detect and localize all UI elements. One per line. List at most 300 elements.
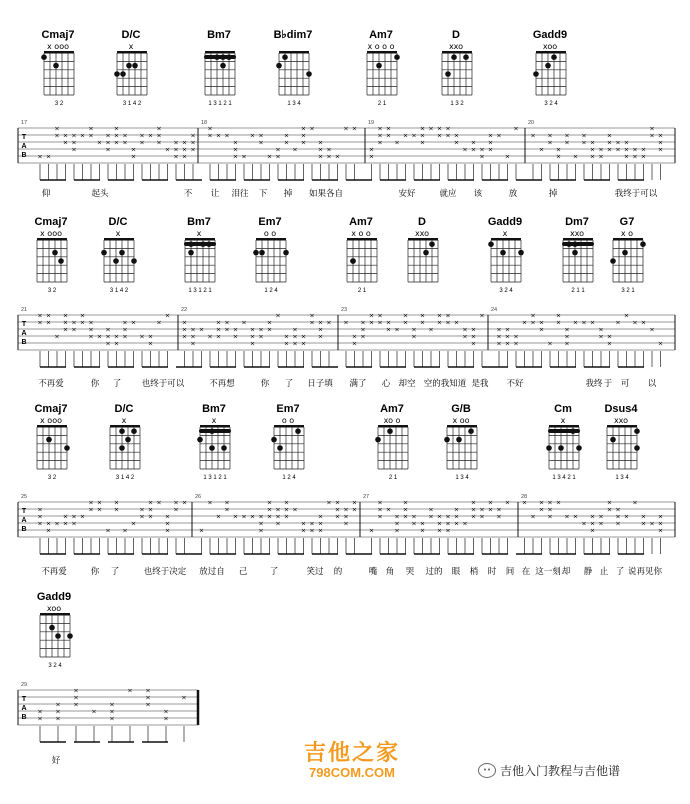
chord-diagram bbox=[408, 216, 438, 282]
tab-note: × bbox=[147, 512, 154, 521]
tab-note: × bbox=[334, 512, 341, 521]
tab-note: × bbox=[37, 152, 43, 161]
tab-note: × bbox=[615, 519, 621, 528]
tab-note: × bbox=[283, 131, 290, 140]
tab-note: × bbox=[615, 138, 621, 147]
tab-staff bbox=[18, 307, 675, 367]
finger-numbers: 3 2 bbox=[47, 288, 57, 294]
lyric-syllable: 也终于决定 bbox=[143, 567, 187, 577]
tab-note: × bbox=[615, 145, 621, 154]
tab-note: × bbox=[555, 145, 562, 154]
lyric-syllable: 却 bbox=[561, 567, 571, 577]
lyric-syllable: 说再见你 bbox=[627, 567, 663, 577]
tab-note: × bbox=[249, 325, 256, 334]
account-badge bbox=[478, 762, 620, 779]
tab-note: × bbox=[445, 131, 451, 140]
finger-dot bbox=[445, 71, 451, 77]
tab-note: × bbox=[470, 325, 477, 334]
lyric-syllable: 了 bbox=[284, 379, 294, 389]
tab-note: × bbox=[37, 707, 43, 716]
tab-note: × bbox=[351, 332, 358, 341]
tab-note: × bbox=[496, 131, 502, 140]
tab-note: × bbox=[598, 325, 604, 334]
finger-dot bbox=[119, 428, 125, 434]
barre bbox=[199, 429, 231, 433]
tab-note: × bbox=[657, 339, 664, 348]
system-4 bbox=[18, 591, 198, 766]
tab-note: × bbox=[572, 152, 579, 161]
tab-note: × bbox=[147, 505, 154, 514]
tab-note: × bbox=[606, 138, 613, 147]
tab-note: × bbox=[71, 138, 77, 147]
finger-numbers: 3 2 4 bbox=[48, 663, 62, 669]
tab-note: × bbox=[122, 318, 128, 327]
tab-note: × bbox=[640, 152, 647, 161]
tab-note: × bbox=[394, 526, 400, 535]
chord-diagram bbox=[367, 29, 400, 107]
chord-name: Em7 bbox=[258, 216, 282, 228]
system-2 bbox=[18, 216, 675, 389]
tab-note: × bbox=[589, 138, 596, 147]
tab-note: × bbox=[504, 332, 511, 341]
tab-note: × bbox=[266, 152, 273, 161]
tab-note: × bbox=[181, 498, 188, 507]
tab-note: × bbox=[555, 498, 562, 507]
tab-note: × bbox=[105, 145, 111, 154]
tab-note: × bbox=[436, 526, 443, 535]
tab-note: × bbox=[88, 131, 94, 140]
tab-note: × bbox=[657, 519, 664, 528]
tab-note: × bbox=[598, 332, 604, 341]
tab-note: × bbox=[572, 318, 579, 327]
tab-note: × bbox=[504, 339, 511, 348]
open-mute-marks: xoo bbox=[542, 42, 558, 51]
tab-note: × bbox=[394, 138, 400, 147]
chord-name: Am7 bbox=[369, 29, 393, 41]
nut bbox=[442, 51, 472, 54]
tab-note: × bbox=[445, 124, 451, 133]
tab-note: × bbox=[547, 339, 553, 348]
finger-dot bbox=[220, 63, 226, 69]
tab-note: × bbox=[606, 498, 613, 507]
chord-name: Bm7 bbox=[202, 403, 226, 415]
chord-diagram bbox=[34, 216, 67, 294]
finger-dot bbox=[276, 63, 282, 69]
tab-note: × bbox=[309, 124, 315, 133]
tab-note: × bbox=[436, 311, 443, 320]
tab-note: × bbox=[55, 700, 61, 709]
chord-name: D bbox=[418, 216, 426, 228]
lyric-syllable: 可 bbox=[620, 379, 630, 389]
tab-note: × bbox=[598, 519, 604, 528]
tab-note: × bbox=[385, 124, 392, 133]
finger-dot bbox=[576, 445, 582, 451]
chord-diagram bbox=[271, 403, 304, 481]
tab-note: × bbox=[326, 145, 332, 154]
finger-numbers: 1 3 1 2 1 bbox=[188, 288, 212, 294]
tab-note: × bbox=[198, 526, 205, 535]
tab-note: × bbox=[54, 124, 60, 133]
tab-note: × bbox=[402, 131, 409, 140]
bar-number: 28 bbox=[521, 494, 528, 500]
tab-note: × bbox=[487, 498, 494, 507]
lyric-syllable: 满了 bbox=[349, 379, 367, 389]
nut bbox=[44, 51, 74, 54]
tab-note: × bbox=[163, 707, 169, 716]
tab-note: × bbox=[411, 332, 417, 341]
tab-note: × bbox=[73, 700, 79, 709]
tab-note: × bbox=[428, 512, 434, 521]
tab-clef-t: T bbox=[21, 321, 27, 328]
finger-numbers: 1 3 1 2 1 bbox=[208, 101, 232, 107]
lyric-syllable: 的 bbox=[333, 567, 343, 577]
open-mute-marks: x ooo bbox=[47, 42, 69, 51]
tab-note: × bbox=[232, 152, 239, 161]
tab-note: × bbox=[258, 519, 264, 528]
finger-dot bbox=[545, 63, 551, 69]
tab-note: × bbox=[224, 318, 230, 327]
tab-note: × bbox=[513, 339, 519, 348]
tab-note: × bbox=[623, 145, 630, 154]
tab-note: × bbox=[564, 339, 570, 348]
tab-note: × bbox=[96, 332, 103, 341]
tab-note: × bbox=[411, 519, 417, 528]
tab-note: × bbox=[419, 311, 426, 320]
tab-note: × bbox=[181, 145, 188, 154]
tab-note: × bbox=[130, 519, 137, 528]
finger-dot bbox=[295, 428, 301, 434]
tab-note: × bbox=[79, 311, 86, 320]
chord-name: Cmaj7 bbox=[41, 29, 75, 41]
tab-note: × bbox=[572, 512, 579, 521]
lyric-syllable: 时 bbox=[487, 567, 497, 577]
finger-numbers: 3 2 1 bbox=[621, 288, 635, 294]
finger-dot bbox=[209, 445, 215, 451]
tab-note: × bbox=[343, 505, 349, 514]
tab-note: × bbox=[343, 124, 349, 133]
chord-diagram bbox=[533, 29, 567, 107]
finger-dot bbox=[119, 250, 125, 256]
tab-note: × bbox=[351, 339, 358, 348]
finger-dot bbox=[546, 445, 552, 451]
tab-note: × bbox=[419, 526, 426, 535]
bar-number: 26 bbox=[195, 494, 202, 500]
finger-dot bbox=[551, 54, 557, 60]
tab-note: × bbox=[385, 325, 392, 334]
tab-note: × bbox=[164, 519, 171, 528]
tab-note: × bbox=[71, 325, 77, 334]
tab-note: × bbox=[453, 138, 460, 147]
tab-note: × bbox=[470, 512, 477, 521]
finger-dot bbox=[468, 428, 474, 434]
chord-name: Am7 bbox=[349, 216, 373, 228]
tab-note: × bbox=[156, 498, 162, 507]
nut bbox=[256, 238, 286, 241]
finger-dot bbox=[55, 633, 61, 639]
tab-note: × bbox=[71, 131, 77, 140]
finger-dot bbox=[271, 437, 277, 443]
tab-note: × bbox=[105, 526, 111, 535]
tab-note: × bbox=[88, 498, 94, 507]
tab-note: × bbox=[462, 332, 468, 341]
finger-dot bbox=[634, 428, 640, 434]
chord-name: Em7 bbox=[276, 403, 300, 415]
tab-note: × bbox=[377, 318, 383, 327]
tab-note: × bbox=[402, 505, 409, 514]
tab-note: × bbox=[283, 138, 290, 147]
finger-dot bbox=[283, 250, 289, 256]
tab-note: × bbox=[589, 512, 596, 521]
chord-diagram bbox=[114, 29, 147, 107]
tab-note: × bbox=[385, 318, 392, 327]
chord-diagram bbox=[37, 591, 73, 669]
nut bbox=[185, 238, 215, 241]
tab-note: × bbox=[190, 332, 196, 341]
chord-diagram bbox=[110, 403, 140, 481]
lyric-syllable: 下 bbox=[258, 189, 268, 199]
open-mute-marks: x bbox=[560, 416, 566, 425]
tab-note: × bbox=[45, 152, 52, 161]
lyric-syllable: 日子填 bbox=[307, 379, 333, 389]
lyric-syllable: 不再爱 bbox=[41, 567, 67, 577]
finger-dot bbox=[53, 63, 59, 69]
tab-note: × bbox=[275, 519, 281, 528]
tab-note: × bbox=[309, 311, 315, 320]
lyric-syllable: 不再爱 bbox=[38, 379, 64, 389]
tab-note: × bbox=[547, 512, 553, 521]
finger-dot bbox=[101, 250, 107, 256]
tab-note: × bbox=[91, 707, 97, 716]
chord-diagram bbox=[604, 403, 639, 481]
tab-note: × bbox=[300, 131, 307, 140]
tab-note: × bbox=[606, 339, 613, 348]
finger-dot bbox=[456, 437, 462, 443]
tab-note: × bbox=[249, 512, 256, 521]
tab-note: × bbox=[215, 325, 222, 334]
tab-note: × bbox=[640, 145, 647, 154]
tab-clef-b: B bbox=[21, 339, 27, 346]
tab-note: × bbox=[283, 512, 290, 521]
tab-note: × bbox=[224, 325, 230, 334]
tab-note: × bbox=[37, 512, 43, 521]
tab-note: × bbox=[411, 512, 417, 521]
chord-name: Gadd9 bbox=[532, 29, 568, 41]
tab-note: × bbox=[555, 311, 562, 320]
tab-note: × bbox=[113, 332, 120, 341]
lyric-syllable: 安好 bbox=[398, 189, 416, 199]
tab-note: × bbox=[317, 145, 324, 154]
watermark-logo bbox=[282, 736, 422, 780]
tab-note: × bbox=[377, 512, 383, 521]
tab-note: × bbox=[88, 505, 94, 514]
open-mute-marks: xxo bbox=[569, 229, 585, 238]
tab-note: × bbox=[300, 526, 307, 535]
tab-note: × bbox=[334, 152, 341, 161]
finger-dot bbox=[120, 71, 126, 77]
chord-name: Cmaj7 bbox=[34, 403, 68, 415]
finger-dot bbox=[119, 445, 125, 451]
tab-note: × bbox=[436, 124, 443, 133]
tab-note: × bbox=[326, 152, 332, 161]
tab-note: × bbox=[632, 318, 638, 327]
chord-diagram bbox=[184, 216, 216, 294]
tab-note: × bbox=[615, 318, 621, 327]
finger-dot bbox=[277, 445, 283, 451]
nut bbox=[117, 51, 147, 54]
tab-note: × bbox=[445, 311, 451, 320]
tab-note: × bbox=[139, 138, 145, 147]
tab-note: × bbox=[504, 325, 511, 334]
tab-note: × bbox=[62, 138, 69, 147]
tab-note: × bbox=[402, 318, 409, 327]
tab-note: × bbox=[479, 505, 485, 514]
tab-note: × bbox=[649, 325, 655, 334]
tab-note: × bbox=[547, 131, 553, 140]
nut bbox=[104, 238, 134, 241]
tab-note: × bbox=[581, 138, 587, 147]
tab-note: × bbox=[190, 325, 196, 334]
bar-number: 27 bbox=[363, 494, 370, 500]
tab-note: × bbox=[215, 318, 222, 327]
chord-diagram bbox=[197, 403, 231, 481]
tab-note: × bbox=[470, 332, 477, 341]
tab-note: × bbox=[145, 686, 151, 695]
open-mute-marks: x o o o bbox=[367, 42, 395, 51]
barre bbox=[204, 55, 236, 59]
tab-note: × bbox=[88, 124, 94, 133]
finger-dot bbox=[558, 445, 564, 451]
tab-note: × bbox=[173, 145, 179, 154]
lyric-syllable: 不再想 bbox=[209, 379, 235, 389]
tab-note: × bbox=[156, 124, 162, 133]
tab-note: × bbox=[351, 505, 358, 514]
tab-note: × bbox=[37, 519, 43, 528]
finger-dot bbox=[64, 445, 70, 451]
tab-note: × bbox=[615, 505, 621, 514]
lyric-syllable: 我终 bbox=[585, 379, 603, 389]
tab-note: × bbox=[173, 498, 179, 507]
tab-note: × bbox=[147, 339, 154, 348]
tab-note: × bbox=[54, 332, 60, 341]
tab-note: × bbox=[224, 505, 230, 514]
tab-note: × bbox=[419, 124, 426, 133]
chord-diagram bbox=[253, 216, 289, 294]
finger-numbers: 1 3 4 bbox=[287, 101, 301, 107]
tab-note: × bbox=[385, 505, 392, 514]
finger-dot bbox=[49, 625, 55, 631]
tab-note: × bbox=[173, 505, 179, 514]
chord-diagram bbox=[375, 403, 408, 481]
lyric-syllable: 不 bbox=[183, 189, 193, 199]
bar-number: 21 bbox=[21, 307, 28, 313]
tab-note: × bbox=[470, 138, 477, 147]
tab-note: × bbox=[589, 152, 596, 161]
lyric-syllable: 角 bbox=[385, 567, 395, 577]
tab-note: × bbox=[71, 519, 77, 528]
tab-note: × bbox=[564, 138, 570, 147]
tab-note: × bbox=[564, 512, 570, 521]
tab-note: × bbox=[657, 526, 664, 535]
tab-note: × bbox=[79, 512, 86, 521]
tab-note: × bbox=[317, 512, 324, 521]
tab-note: × bbox=[453, 512, 460, 521]
system-3 bbox=[18, 403, 675, 577]
tab-note: × bbox=[496, 325, 502, 334]
finger-numbers: 3 1 4 2 bbox=[115, 475, 135, 481]
tab-note: × bbox=[190, 339, 196, 348]
tab-note: × bbox=[300, 124, 307, 133]
tab-note: × bbox=[377, 131, 383, 140]
tab-note: × bbox=[581, 519, 587, 528]
tab-clef-a: A bbox=[21, 330, 27, 337]
lyric-syllable: 就应 bbox=[439, 189, 457, 199]
open-mute-marks: xo o bbox=[383, 416, 401, 425]
tab-note: × bbox=[122, 526, 128, 535]
tab-note: × bbox=[445, 318, 451, 327]
finger-dot bbox=[41, 54, 47, 60]
tab-note: × bbox=[232, 325, 239, 334]
watermark-url: 798COM.COM bbox=[309, 765, 395, 780]
tab-note: × bbox=[283, 332, 290, 341]
lyric-syllable: 这一刻 bbox=[535, 567, 561, 577]
tab-note: × bbox=[164, 526, 171, 535]
tab-note: × bbox=[130, 152, 137, 161]
tab-note: × bbox=[657, 145, 664, 154]
finger-dot bbox=[572, 250, 578, 256]
tab-note: × bbox=[275, 311, 281, 320]
nut bbox=[447, 425, 477, 428]
finger-dot bbox=[533, 71, 539, 77]
tab-note: × bbox=[657, 512, 664, 521]
tab-note: × bbox=[317, 526, 324, 535]
nut bbox=[40, 613, 70, 616]
chord-name: D/C bbox=[121, 29, 141, 41]
tab-note: × bbox=[181, 318, 188, 327]
tab-note: × bbox=[377, 124, 383, 133]
tab-note: × bbox=[623, 138, 630, 147]
tab-note: × bbox=[139, 512, 145, 521]
tab-note: × bbox=[122, 332, 128, 341]
finger-dot bbox=[132, 63, 138, 69]
open-mute-marks: x bbox=[196, 229, 202, 238]
tab-note: × bbox=[360, 332, 366, 341]
tab-note: × bbox=[368, 145, 375, 154]
tab-note: × bbox=[258, 332, 264, 341]
lyric-syllable: 了 bbox=[110, 567, 120, 577]
open-mute-marks: x bbox=[211, 416, 217, 425]
tab-note: × bbox=[436, 318, 443, 327]
lyric-syllable: 不好 bbox=[506, 379, 524, 389]
lyric-syllable: 放 bbox=[508, 189, 518, 199]
finger-dot bbox=[634, 445, 640, 451]
tab-note: × bbox=[334, 498, 341, 507]
nut bbox=[37, 238, 67, 241]
tab-note: × bbox=[241, 512, 247, 521]
tab-note: × bbox=[368, 318, 375, 327]
tab-note: × bbox=[173, 138, 179, 147]
tab-note: × bbox=[88, 318, 94, 327]
lyric-syllable: 哭 bbox=[405, 567, 415, 577]
tab-note: × bbox=[419, 131, 426, 140]
chord-diagram bbox=[204, 29, 236, 107]
tab-note: × bbox=[496, 332, 502, 341]
tab-clef-b: B bbox=[21, 526, 27, 533]
tab-note: × bbox=[453, 131, 460, 140]
tab-note: × bbox=[606, 145, 613, 154]
tab-note: × bbox=[470, 505, 477, 514]
tab-note: × bbox=[105, 131, 111, 140]
chord-diagram bbox=[34, 403, 69, 481]
